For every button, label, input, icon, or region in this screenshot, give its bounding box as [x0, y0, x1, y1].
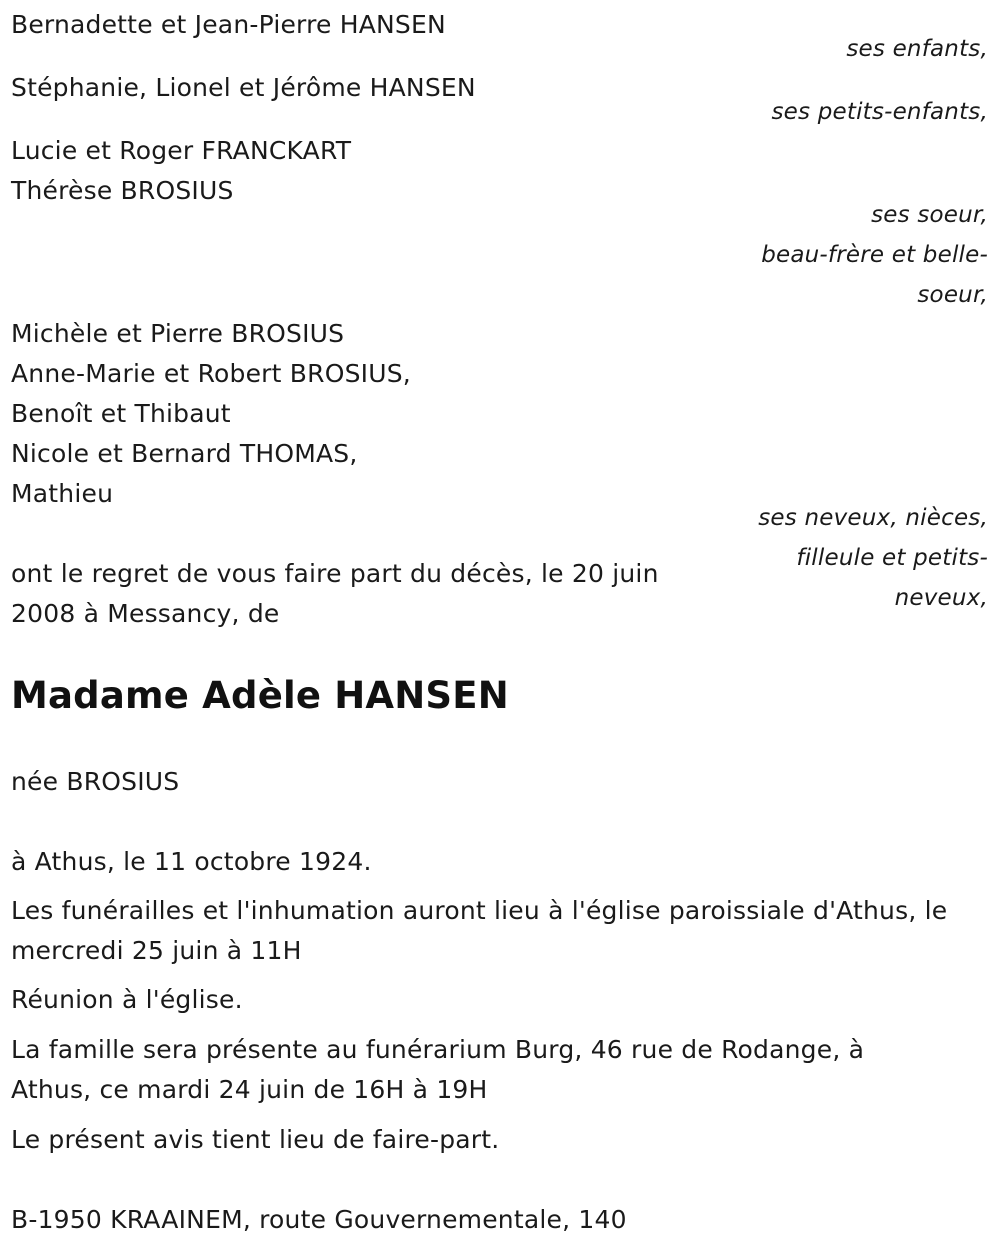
sibling-name: Lucie et Roger FRANCKART: [11, 136, 352, 165]
nephew-name: Michèle et Pierre BROSIUS: [11, 319, 345, 348]
nephews-role-line: ses neveux, nièces,: [758, 505, 988, 531]
maiden-name: née BROSIUS: [11, 767, 180, 796]
visitation-line: Athus, ce mardi 24 juin de 16H à 19H: [11, 1075, 488, 1104]
visitation-line: La famille sera présente au funérarium Burg, 46 rue de Rodange, à: [11, 1035, 865, 1064]
nephew-name: Mathieu: [11, 479, 114, 508]
funeral-line: Les funérailles et l'inhumation auront lieu à l'église paroissiale d'Athus, le: [11, 896, 948, 925]
siblings-role-line: beau-frère et belle-: [761, 242, 988, 268]
regret-line: 2008 à Messancy, de: [11, 599, 280, 628]
deceased-name: Madame Adèle HANSEN: [11, 674, 509, 717]
funeral-line: mercredi 25 juin à 11H: [11, 936, 302, 965]
grandchildren-names: Stéphanie, Lionel et Jérôme HANSEN: [11, 73, 476, 102]
birth-info: à Athus, le 11 octobre 1924.: [11, 847, 372, 876]
siblings-role-line: ses soeur,: [871, 202, 988, 228]
nephew-name: Benoît et Thibaut: [11, 399, 231, 428]
children-names: Bernadette et Jean-Pierre HANSEN: [11, 10, 446, 39]
address: B-1950 KRAAINEM, route Gouvernementale, 140: [11, 1205, 627, 1234]
children-role: ses enfants,: [846, 36, 988, 62]
nephew-name: Anne-Marie et Robert BROSIUS,: [11, 359, 411, 388]
notice-text: Le présent avis tient lieu de faire-part.: [11, 1125, 500, 1154]
grandchildren-role: ses petits-enfants,: [771, 99, 988, 125]
siblings-role-line: soeur,: [917, 282, 988, 308]
nephews-role-line: filleule et petits-: [796, 545, 988, 571]
nephews-role-line: neveux,: [894, 585, 988, 611]
sibling-name: Thérèse BROSIUS: [11, 176, 234, 205]
meeting-info: Réunion à l'église.: [11, 985, 243, 1014]
nephew-name: Nicole et Bernard THOMAS,: [11, 439, 358, 468]
regret-line: ont le regret de vous faire part du décès, le 20 juin: [11, 559, 659, 588]
